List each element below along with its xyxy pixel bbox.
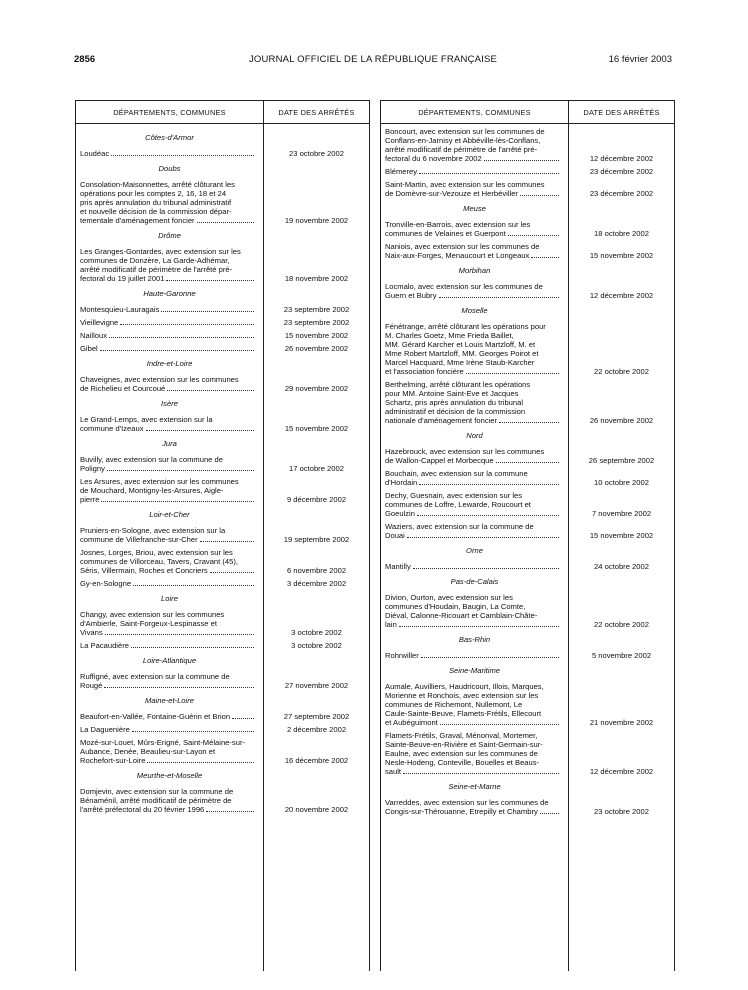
right-table-body (381, 127, 674, 820)
commune-line: Montesquieu-Lauragais (80, 305, 260, 314)
commune-line: d'Ambierle, Saint-Forgeux-Lespinasse et (80, 619, 217, 628)
commune-line: l'arrêté préfectoral du 20 février 1996 (80, 805, 260, 814)
dot-leader (167, 384, 254, 391)
commune-text (76, 375, 260, 393)
department-heading: Meurthe-et-Moselle (136, 771, 203, 780)
commune-line: de Mouchard, Montigny-les-Arsures, Aigle- (80, 486, 224, 495)
commune-text (381, 798, 565, 816)
dot-leader (232, 712, 254, 719)
dot-leader (197, 216, 254, 223)
arrete-date: 12 décembre 2002 (589, 767, 654, 776)
commune-line: Bouchain, avec extension sur la commune (385, 469, 528, 478)
commune-line: Mme Robert Martzloff, MM. Georges Poirot et (385, 349, 539, 358)
commune-line: communes de Donzère, La Garde-Adhémar, (80, 256, 230, 265)
table-row (381, 380, 674, 425)
arrete-date: 15 novembre 2002 (284, 424, 349, 433)
commune-text (76, 787, 260, 814)
table-row (76, 331, 369, 340)
commune-text (381, 469, 565, 487)
commune-line: Rohrwiller (385, 651, 565, 660)
department-heading: Bas-Rhin (458, 635, 491, 644)
commune-line: Guern et Bubry (385, 291, 565, 300)
table-row (76, 712, 369, 721)
commune-text (381, 322, 565, 376)
commune-line: Naix-aux-Forges, Menaucourt et Longeaux (385, 251, 565, 260)
table-row (381, 220, 674, 238)
table-row (76, 305, 369, 314)
arrete-date: 23 septembre 2002 (283, 305, 350, 314)
left-table (75, 100, 370, 971)
arrete-date: 29 novembre 2002 (284, 384, 349, 393)
commune-line: tementale d'aménagement foncier (80, 216, 260, 225)
commune-text (76, 548, 260, 575)
commune-text (76, 641, 260, 650)
commune-line: Hazebrouck, avec extension sur les communes (385, 447, 545, 456)
commune-text (381, 127, 565, 163)
commune-line: Les Arsures, avec extension sur les communes (80, 477, 239, 486)
commune-text (76, 610, 260, 637)
commune-line: sault (385, 767, 565, 776)
table-row (76, 149, 369, 158)
arrete-date: 15 novembre 2002 (589, 531, 654, 540)
commune-line: Varreddes, avec extension sur les communes de (385, 798, 549, 807)
dot-leader (413, 562, 559, 569)
department-heading: Isère (161, 399, 178, 408)
commune-line: Waziers, avec extension sur la commune de (385, 522, 534, 531)
table-row (381, 491, 674, 518)
dot-leader (100, 344, 254, 351)
department-heading: Côtes-d'Armor (145, 133, 194, 142)
dot-leader (440, 718, 559, 725)
commune-text (76, 149, 260, 158)
table-row (381, 447, 674, 465)
commune-text (381, 282, 565, 300)
commune-line: Rochefort-sur-Loire (80, 756, 260, 765)
dot-leader (111, 149, 254, 156)
commune-line: Marcel Hacquard, Mme Irène Staub-Karcher (385, 358, 535, 367)
commune-line: Schartz, pris après annulation du tribunal (385, 398, 524, 407)
commune-line: Mantilly (385, 562, 565, 571)
dot-leader (508, 229, 559, 236)
table-row (76, 787, 369, 814)
arrete-date: 23 décembre 2002 (589, 167, 654, 176)
dot-leader (407, 531, 559, 538)
table-row (76, 526, 369, 544)
page-header (74, 54, 672, 68)
arrete-date: 23 septembre 2002 (283, 318, 350, 327)
table-row (381, 180, 674, 198)
department-heading: Jura (162, 439, 177, 448)
dot-leader (520, 189, 559, 196)
table-row (76, 375, 369, 393)
dot-leader (104, 681, 254, 688)
commune-text (76, 305, 260, 314)
arrete-date: 3 décembre 2002 (286, 579, 347, 588)
commune-text (381, 731, 565, 776)
commune-line: Eaulne, avec extension sur les communes de (385, 749, 538, 758)
arrete-date: 3 octobre 2002 (291, 628, 342, 637)
commune-line: Morienne et Ronchois, avec extension sur les (385, 691, 539, 700)
commune-line: communes de Villorceau, Tavers, Cravant (45), (80, 557, 238, 566)
table-row (381, 562, 674, 571)
dot-leader (146, 424, 255, 431)
commune-line: arrêté modificatif de périmètre de l'arrêté pré- (80, 265, 233, 274)
table-row (381, 282, 674, 300)
commune-line: et l'association foncière (385, 367, 565, 376)
commune-text (76, 477, 260, 504)
journal-title: JOURNAL OFFICIEL DE LA RÉPUBLIQUE FRANÇAISE (248, 54, 498, 65)
table-row (76, 455, 369, 473)
commune-text (381, 242, 565, 260)
arrete-date: 21 novembre 2002 (589, 718, 654, 727)
department-heading: Loire (161, 594, 178, 603)
dot-leader (101, 495, 254, 502)
table-row (76, 738, 369, 765)
commune-text (381, 180, 565, 198)
table-row (76, 180, 369, 225)
commune-text (76, 318, 260, 327)
department-heading: Seine-et-Marne (448, 782, 501, 791)
commune-text (381, 491, 565, 518)
commune-line: Pruniers-en-Sologne, avec extension sur la (80, 526, 226, 535)
department-heading: Meuse (463, 204, 486, 213)
table-row (381, 167, 674, 176)
arrete-date: 15 novembre 2002 (284, 331, 349, 340)
arrete-date: 19 novembre 2002 (284, 216, 349, 225)
commune-line: Naniois, avec extension sur les communes de (385, 242, 540, 251)
dot-leader (210, 566, 254, 573)
commune-line: communes d'Houdain, Baugin, La Comte, (385, 602, 526, 611)
commune-line: Tronville-en-Barrois, avec extension sur les (385, 220, 531, 229)
table-row (76, 725, 369, 734)
table-row (381, 798, 674, 816)
commune-line: Ruffigné, avec extension sur la commune de (80, 672, 230, 681)
department-heading: Morbihan (458, 266, 491, 275)
left-table-body (76, 127, 369, 818)
arrete-date: 23 décembre 2002 (589, 189, 654, 198)
table-header (76, 101, 369, 124)
table-row (76, 548, 369, 575)
commune-line: lain (385, 620, 565, 629)
dot-leader (419, 478, 559, 485)
table-row (381, 651, 674, 660)
commune-line: fectoral du 19 juillet 2001 (80, 274, 260, 283)
table-row (76, 641, 369, 650)
department-heading: Seine-Maritime (448, 666, 501, 675)
commune-line: Les Granges-Gontardes, avec extension sur les (80, 247, 241, 256)
arrete-date: 23 octobre 2002 (289, 149, 344, 158)
dot-leader (421, 651, 559, 658)
commune-line: et nouvelle décision de la commission dépar- (80, 207, 232, 216)
commune-line: opérations pour les comptes 2, 16, 18 et 24 (80, 189, 227, 198)
commune-line: Boncourt, avec extension sur les communes de (385, 127, 545, 136)
table-row (76, 415, 369, 433)
commune-line: Blémerey (385, 167, 565, 176)
arrete-date: 2 décembre 2002 (286, 725, 347, 734)
commune-line: arrêté modificatif de périmètre de l'arrêté pré- (385, 145, 538, 154)
commune-line: Vieillevigne (80, 318, 260, 327)
arrete-date: 22 octobre 2002 (594, 620, 649, 629)
commune-line: commune de Villefranche-sur-Cher (80, 535, 260, 544)
commune-line: Rougé (80, 681, 260, 690)
commune-line: Flamets-Frétils, Graval, Ménonval, Mortemer, (385, 731, 538, 740)
commune-line: pierre (80, 495, 260, 504)
dot-leader (484, 154, 559, 161)
commune-text (381, 562, 565, 571)
arrete-date: 5 novembre 2002 (591, 651, 652, 660)
commune-line: Beaufort-en-Vallée, Fontaine-Guérin et Brion (80, 712, 260, 721)
dot-leader (107, 464, 254, 471)
header-communes: DÉPARTEMENTS, COMMUNES (113, 108, 226, 117)
dot-leader (105, 628, 254, 635)
arrete-date: 22 octobre 2002 (594, 367, 649, 376)
commune-line: de Domèvre-sur-Vezouze et Herbéviller (385, 189, 565, 198)
dot-leader (417, 509, 559, 516)
commune-line: Aumale, Auvilliers, Haudricourt, Illois, Marques, (385, 682, 544, 691)
dot-leader (439, 291, 560, 298)
dot-leader (161, 305, 254, 312)
issue-date: 16 février 2003 (608, 54, 672, 65)
header-dates: DATE DES ARRÊTÉS (583, 108, 660, 117)
commune-text (381, 380, 565, 425)
arrete-date: 12 décembre 2002 (589, 154, 654, 163)
department-heading: Maine-et-Loire (145, 696, 194, 705)
arrete-date: 17 octobre 2002 (289, 464, 344, 473)
commune-line: Locmalo, avec extension sur les communes de (385, 282, 543, 291)
table-row (381, 469, 674, 487)
table-row (76, 344, 369, 353)
arrete-date: 26 septembre 2002 (588, 456, 655, 465)
arrete-date: 15 novembre 2002 (589, 251, 654, 260)
commune-line: Divion, Ourton, avec extension sur les (385, 593, 513, 602)
commune-text (381, 167, 565, 176)
commune-line: Diéval, Calonne-Ricouart et Camblain-Châte- (385, 611, 538, 620)
table-row (381, 731, 674, 776)
commune-line: et Aubéguimont (385, 718, 565, 727)
commune-line: Josnes, Lorges, Briou, avec extension sur les (80, 548, 233, 557)
commune-line: nationale d'aménagement foncier (385, 416, 565, 425)
arrete-date: 7 novembre 2002 (591, 509, 652, 518)
commune-line: Vivans (80, 628, 260, 637)
header-communes: DÉPARTEMENTS, COMMUNES (418, 108, 531, 117)
commune-text (76, 725, 260, 734)
dot-leader (133, 579, 254, 586)
commune-line: Congis-sur-Thérouanne, Etrepilly et Chambry (385, 807, 565, 816)
commune-line: communes de Velaines et Guerpont (385, 229, 565, 238)
arrete-date: 27 septembre 2002 (283, 712, 350, 721)
table-row (76, 610, 369, 637)
commune-line: administratif et décision de la commission (385, 407, 526, 416)
right-table (380, 100, 675, 971)
department-heading: Haute-Garonne (143, 289, 196, 298)
commune-text (76, 415, 260, 433)
commune-line: Chaveignes, avec extension sur les communes (80, 375, 239, 384)
commune-line: Nesle-Hodeng, Conteville, Bouelles et Beaus- (385, 758, 540, 767)
commune-line: La Daguenière (80, 725, 260, 734)
commune-line: pour MM. Antoine Saint-Eve et Jacques (385, 389, 519, 398)
commune-line: Gy-en-Sologne (80, 579, 260, 588)
dot-leader (120, 318, 254, 325)
commune-text (381, 522, 565, 540)
table-row (381, 242, 674, 260)
commune-line: La Pacaudière (80, 641, 260, 650)
commune-text (76, 247, 260, 283)
dot-leader (419, 167, 559, 174)
table-row (76, 247, 369, 283)
dot-leader (531, 251, 559, 258)
commune-line: Sainte-Beuve-en-Rivière et Saint-Germain-sur- (385, 740, 543, 749)
table-row (381, 127, 674, 163)
arrete-date: 12 décembre 2002 (589, 291, 654, 300)
commune-line: Berthelming, arrêté clôturant les opérations (385, 380, 531, 389)
commune-text (76, 712, 260, 721)
dot-leader (166, 274, 254, 281)
commune-line: Loudéac (80, 149, 260, 158)
table-row (381, 682, 674, 727)
department-heading: Loire-Atlantique (142, 656, 197, 665)
arrete-date: 18 octobre 2002 (594, 229, 649, 238)
arrete-date: 10 octobre 2002 (594, 478, 649, 487)
dot-leader (499, 416, 559, 423)
table-row (76, 672, 369, 690)
commune-line: Fénétrange, arrêté clôturant les opérations pour (385, 322, 546, 331)
commune-line: M. Charles Goetz, Mme Frieda Baillet, (385, 331, 514, 340)
commune-text (76, 180, 260, 225)
arrete-date: 27 novembre 2002 (284, 681, 349, 690)
commune-line: communes de Loffre, Lewarde, Roucourt et (385, 500, 531, 509)
arrete-date: 6 novembre 2002 (286, 566, 347, 575)
arrete-date: 24 octobre 2002 (594, 562, 649, 571)
arrete-date: 20 novembre 2002 (284, 805, 349, 814)
commune-text (76, 526, 260, 544)
commune-text (76, 455, 260, 473)
commune-line: Mozé-sur-Louet, Mûrs-Erigné, Saint-Mélaine-sur- (80, 738, 246, 747)
commune-text (381, 593, 565, 629)
dot-leader (399, 620, 559, 627)
commune-text (381, 682, 565, 727)
commune-line: pris après annulation du tribunal administratif (80, 198, 232, 207)
table-row (381, 322, 674, 376)
commune-text (76, 331, 260, 340)
commune-line: Aubance, Denée, Beaulieu-sur-Layon et (80, 747, 216, 756)
arrete-date: 23 octobre 2002 (594, 807, 649, 816)
department-heading: Moselle (461, 306, 488, 315)
department-heading: Doubs (158, 164, 181, 173)
dot-leader (109, 331, 254, 338)
commune-line: Buvilly, avec extension sur la commune de (80, 455, 223, 464)
table-header (381, 101, 674, 124)
dot-leader (206, 805, 254, 812)
arrete-date: 9 décembre 2002 (286, 495, 347, 504)
header-dates: DATE DES ARRÊTÉS (278, 108, 355, 117)
commune-line: Bénaménil, arrêté modificatif de périmètre de (80, 796, 232, 805)
department-heading: Loir-et-Cher (149, 510, 190, 519)
commune-text (76, 344, 260, 353)
commune-text (76, 672, 260, 690)
arrete-date: 16 décembre 2002 (284, 756, 349, 765)
department-heading: Pas-de-Calais (450, 577, 499, 586)
arrete-date: 26 novembre 2002 (284, 344, 349, 353)
commune-line: Changy, avec extension sur les communes (80, 610, 225, 619)
commune-line: Nailloux (80, 331, 260, 340)
commune-line: d'Hordain (385, 478, 565, 487)
table-row (381, 593, 674, 629)
commune-line: de Wallon-Cappel et Morbecque (385, 456, 565, 465)
dot-leader (147, 756, 254, 763)
commune-line: commune d'Izeaux (80, 424, 260, 433)
commune-line: Consolation-Maisonnettes, arrêté clôturant les (80, 180, 235, 189)
commune-line: Douai (385, 531, 565, 540)
commune-line: Séris, Villermain, Roches et Concriers (80, 566, 260, 575)
commune-line: Le Grand-Lemps, avec extension sur la (80, 415, 213, 424)
commune-text (381, 220, 565, 238)
commune-text (76, 579, 260, 588)
commune-text (76, 738, 260, 765)
table-row (76, 579, 369, 588)
dot-leader (540, 807, 559, 814)
commune-line: de Richelieu et Courcoué (80, 384, 260, 393)
dot-leader (200, 535, 254, 542)
dot-leader (466, 367, 559, 374)
arrete-date: 18 novembre 2002 (284, 274, 349, 283)
page-number: 2856 (74, 54, 96, 65)
commune-line: communes de Richemont, Nullemont, Le (385, 700, 523, 709)
table-row (76, 477, 369, 504)
commune-line: Goeulzin (385, 509, 565, 518)
arrete-date: 26 novembre 2002 (589, 416, 654, 425)
commune-line: Dechy, Guesnain, avec extension sur les (385, 491, 523, 500)
department-heading: Nord (466, 431, 483, 440)
commune-text (381, 447, 565, 465)
commune-line: fectoral du 6 novembre 2002 (385, 154, 565, 163)
arrete-date: 3 octobre 2002 (291, 641, 342, 650)
commune-line: Gibel (80, 344, 260, 353)
commune-line: Saint-Martin, avec extension sur les communes (385, 180, 545, 189)
department-heading: Orne (466, 546, 483, 555)
arrete-date: 19 septembre 2002 (283, 535, 350, 544)
commune-line: Caule-Sainte-Beuve, Flamets-Frétils, Ellecourt (385, 709, 542, 718)
commune-text (381, 651, 565, 660)
table-row (76, 318, 369, 327)
commune-line: MM. Gérard Karcher et Louis Martzloff, M. et (385, 340, 536, 349)
commune-line: Poligny (80, 464, 260, 473)
dot-leader (496, 456, 559, 463)
commune-line: Domjevin, avec extension sur la commune de (80, 787, 234, 796)
department-heading: Drôme (158, 231, 181, 240)
commune-line: Conflans-en-Jarnisy et Abbéville-lès-Conflans, (385, 136, 541, 145)
dot-leader (132, 725, 254, 732)
dot-leader (131, 641, 254, 648)
table-row (381, 522, 674, 540)
dot-leader (403, 767, 559, 774)
department-heading: Indre-et-Loire (146, 359, 193, 368)
